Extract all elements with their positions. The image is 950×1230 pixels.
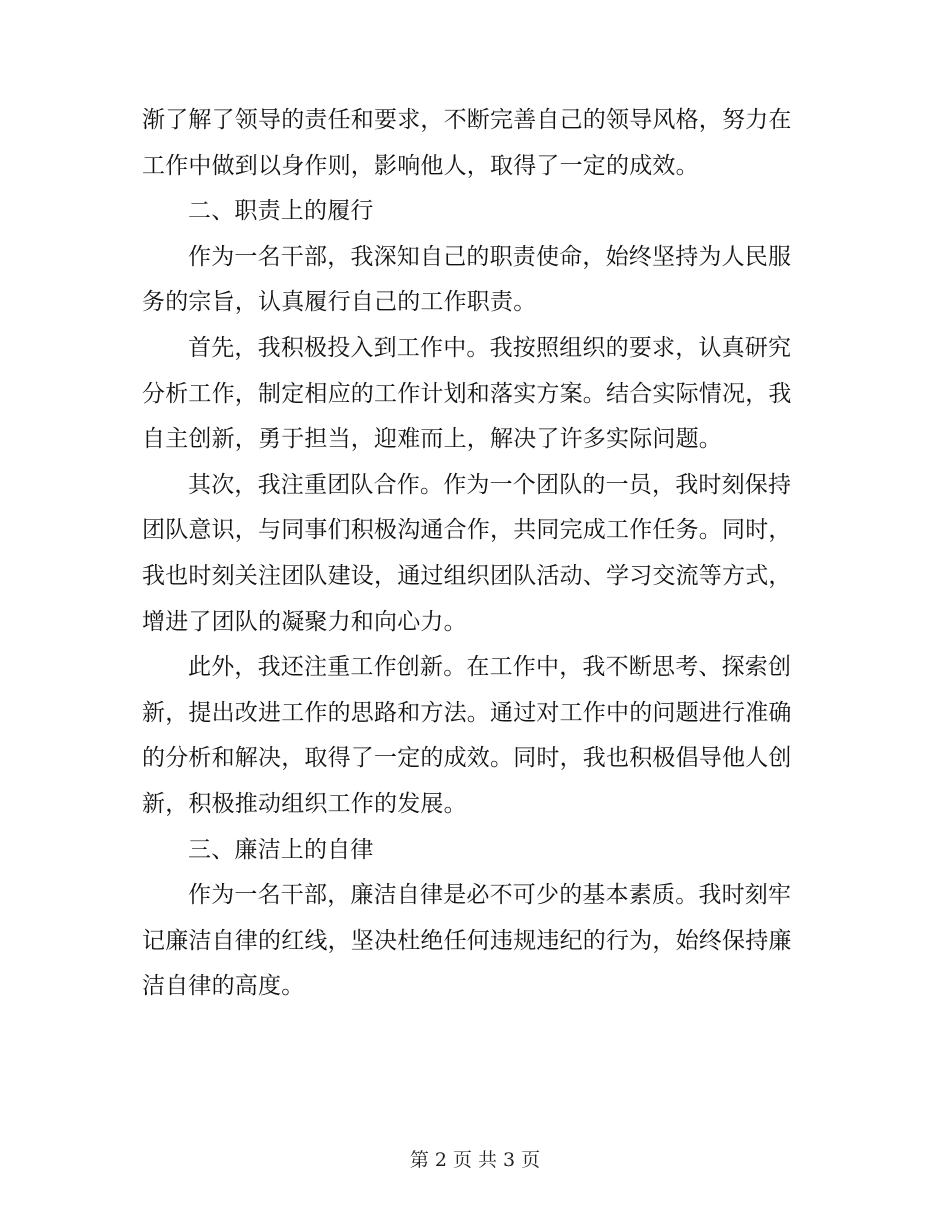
body-line: 的分析和解决，取得了一定的成效。同时，我也积极倡导他人创: [142, 745, 792, 772]
body-line: 渐了解了领导的责任和要求，不断完善自己的领导风格，努力在: [142, 107, 792, 133]
body-line: 作为一名干部，我深知自己的职责使命，始终坚持为人民服: [188, 243, 792, 270]
body-line: 作为一名干部，廉洁自律是必不可少的基本素质。我时刻牢: [188, 882, 792, 909]
body-line: 其次，我注重团队合作。作为一个团队的一员，我时刻保持: [188, 471, 792, 498]
body-line: 增进了团队的凝聚力和向心力。: [142, 608, 467, 635]
body-line: 团队意识，与同事们积极沟通合作，共同完成工作任务。同时，: [142, 517, 792, 544]
body-line: 此外，我还注重工作创新。在工作中，我不断思考、探索创: [188, 654, 792, 681]
body-line: 自主创新，勇于担当，迎难而上，解决了许多实际问题。: [142, 426, 722, 453]
body-line: 分析工作，制定相应的工作计划和落实方案。结合实际情况，我: [142, 380, 792, 407]
section-heading: 二、职责上的履行: [188, 198, 374, 225]
body-line: 洁自律的高度。: [142, 973, 305, 1000]
section-heading: 三、廉洁上的自律: [188, 836, 374, 863]
body-line: 务的宗旨，认真履行自己的工作职责。: [142, 289, 537, 316]
body-line: 新，提出改进工作的思路和方法。通过对工作中的问题进行准确: [142, 699, 792, 726]
body-line: 首先，我积极投入到工作中。我按照组织的要求，认真研究: [188, 334, 792, 361]
page-number-footer: 第 2 页 共 3 页: [409, 1149, 541, 1171]
body-line: 记廉洁自律的红线，坚决杜绝任何违规违纪的行为，始终保持廉: [142, 927, 792, 954]
body-line: 工作中做到以身作则，影响他人，取得了一定的成效。: [142, 152, 699, 179]
body-line: 我也时刻关注团队建设，通过组织团队活动、学习交流等方式，: [142, 562, 792, 589]
body-line: 新，积极推动组织工作的发展。: [142, 790, 467, 817]
document-body: [142, 98, 808, 1010]
